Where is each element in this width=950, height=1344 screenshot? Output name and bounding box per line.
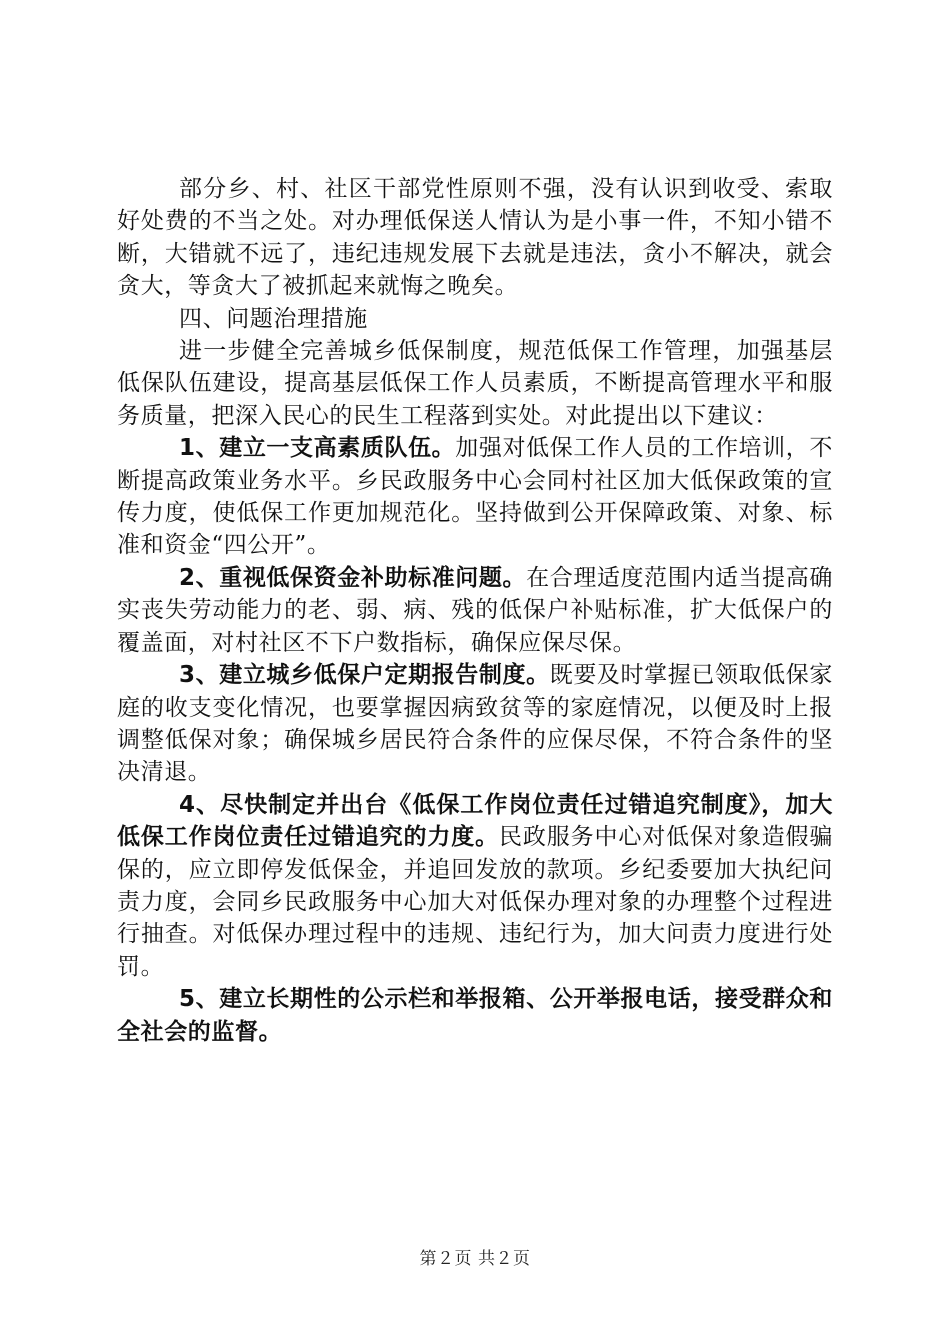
suggestion-text: 既要及时掌握已领取低保家庭的收支变化情况，也要掌握因病致贫等的家庭情况，以便及时上报调整低保对象；确保城乡居民符合条件的应保尽保，不符合条件的坚决清退。 bbox=[117, 662, 833, 786]
section-heading-text: 四、问题治理措施 bbox=[179, 305, 368, 332]
section-heading-measures bbox=[117, 303, 833, 335]
suggestion-lead: 4、尽快制定并出台《低保工作岗位责任过错追究制度》，加大低保工作岗位责任过错追究的力度。 bbox=[117, 791, 833, 851]
paragraph-text: 进一步健全完善城乡低保制度，规范低保工作管理，加强基层低保队伍建设，提高基层低保工作人员素质，不断提高管理水平和服务质量，把深入民心的民生工程落到实处。对此提出以下建议： bbox=[117, 338, 833, 429]
suggestion-text: 加强对低保工作人员的工作培训，不断提高政策业务水平。乡民政服务中心会同村社区加大低保政策的宣传力度，使低保工作更加规范化。坚持做到公开保障政策、对象、标准和资金“四公开”。 bbox=[117, 435, 833, 559]
suggestion-item-1 bbox=[117, 432, 833, 562]
suggestion-item-3 bbox=[117, 659, 833, 789]
page-footer bbox=[0, 1244, 950, 1269]
suggestion-item-4 bbox=[117, 789, 833, 983]
paragraph-text: 部分乡、村、社区干部党性原则不强，没有认识到收受、索取好处费的不当之处。对办理低保送人情认为是小事一件，不知小错不断，大错就不远了，违纪违规发展下去就是违法，贪小不解决，就会贪大，等贪大了被抓起来就悔之晚矣。 bbox=[117, 176, 833, 300]
paragraph-intro-suggestions bbox=[117, 335, 833, 432]
document-body bbox=[117, 173, 833, 1048]
suggestion-lead: 3、建立城乡低保户定期报告制度。 bbox=[179, 662, 550, 689]
suggestion-text: 民政服务中心对低保对象造假骗保的，应立即停发低保金，并追回发放的款项。乡纪委要加大执纪问责力度，会同乡民政服务中心加大对低保办理对象的办理整个过程进行抽查。对低保办理过程中的违规、违纪行为，加大问责力度进行处罚。 bbox=[117, 824, 833, 980]
suggestion-text: 在合理适度范围内适当提高确实丧失劳动能力的老、弱、病、残的低保户补贴标准，扩大低保户的覆盖面，对村社区不下户数指标，确保应保尽保。 bbox=[117, 564, 833, 656]
suggestion-item-5 bbox=[117, 983, 833, 1048]
suggestion-lead: 1、建立一支高素质队伍。 bbox=[179, 435, 456, 462]
suggestion-lead: 5、建立长期性的公示栏和举报箱、公开举报电话，接受群众和全社会的监督。 bbox=[117, 986, 833, 1045]
page-number-label: 第２页 共２页 bbox=[419, 1249, 531, 1269]
suggestion-lead: 2、重视低保资金补助标准问题。 bbox=[179, 564, 527, 591]
suggestion-item-2 bbox=[117, 562, 833, 659]
paragraph-cadre-attitude bbox=[117, 173, 833, 303]
